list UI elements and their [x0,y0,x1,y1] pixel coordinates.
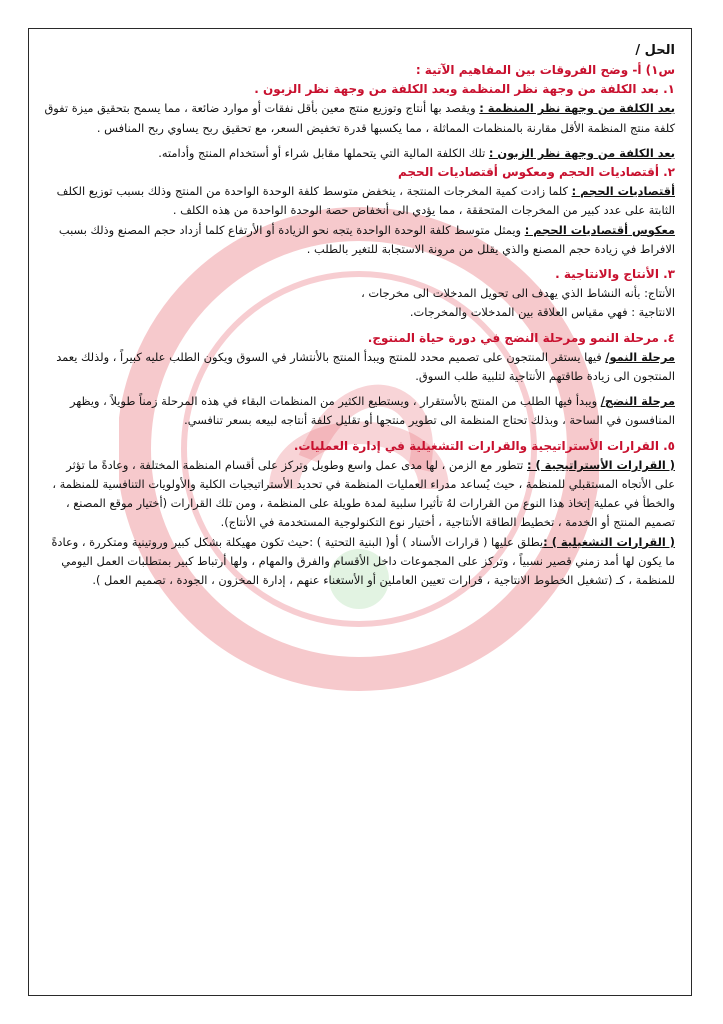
section-4-para-1 [43,348,675,386]
definition: تلك الكلفة المالية التي يتحملها مقابل شراء أو أستخدام المنتج وأدامته. [158,145,489,160]
term: ( القرارات الأستراتيجية ) : [526,457,675,472]
answer-label: الحل / [635,43,675,58]
term: أقتصاديات الحجم : [571,184,675,199]
term: بعد الكلفة من وجهة نظر الزبون : [488,145,675,160]
term: مرحلة النضج/ [600,394,675,409]
section-1-para-2 [43,144,675,163]
definition: ويمثل متوسط كلفة الوحدة الواحدة يتجه نحو الزيادة أو الأرتفاع كلما أزداد حجم المصنع وذلك بسبب الافراط في زيادة حجم المصنع والذي يقلل من مرونة الاستجابة للتغير بالطلب . [58,222,675,256]
document-page [28,28,692,996]
term: الانتاجية : [631,305,675,320]
section-heading-1: ١. بعد الكلفة من وجهة نظر المنظمة وبعد الكلفة من وجهة نظر الزبون . [254,82,675,97]
term: ( القرارات التشغيلية ) : [543,534,675,549]
definition: فهي مقياس العلاقة بين المدخلات والمخرجات. [409,305,632,320]
section-heading-5: ٥. القرارات الأستراتيجية والقرارات التشغيلية في إدارة العمليات. [293,438,675,453]
section-heading-4: ٤. مرحلة النمو ومرحلة النضج في دورة حياة المنتوج. [367,330,675,345]
section-2-para-2 [43,221,675,259]
question-title: س١) أ- وضح الفروقات بين المفاهيم الآتية : [415,63,675,77]
term: مرحلة النمو/ [605,349,675,364]
section-5-para-1 [43,456,675,533]
solution-content [43,41,675,590]
section-heading-2: ٢. أقتصاديات الحجم ومعكوس أقتصاديات الحجم [397,165,675,180]
section-3-para-1 [43,284,675,303]
section-5-para-2 [43,533,675,591]
term: الأنتاج: [644,286,675,301]
term: معكوس أقتصاديات الحجم : [524,222,675,237]
term: بعد الكلفة من وجهة نظر المنظمة : [479,101,675,116]
section-3-para-2 [43,303,675,322]
definition: بأنه النشاط الذي يهدف الى تحويل المدخلات الى مخرجات ، [361,286,645,301]
definition: ويبدأ فيها الطلب من المنتج بالأستقرار ، ويستطيع الكثير من المنظمات البقاء في هذه المرحلة زمناً طويلاً ، ويظهر المنافسون في الساحة ، وبذلك تحتاج المنظمة الى تطوير منتجها أو تقليل كلفة أنتاجه لبيعه بسعر تنافسي. [70,394,675,428]
section-2-para-1 [43,182,675,220]
definition: يطلق عليها ( قرارات الأسناد ) أو( البنية التحتية ) :حيث تكون مهيكلة بشكل كبير وروتينية ومتكررة ، وعادةً ما يكون لها أمد زمني قصير نسبياً ، وتركز على المجموعات داخل الأقسام والفرق والمهام ، ولها أرتباط كبير بمتطلبات العمل اليومي للمنظمة ، كـ (تشغيل الخطوط الانتاجية ، قرارات تعيين العاملين أو الأستغناء عنهم ، إدارة المخزون ، الجودة ، تصميم العمل ). [51,534,675,588]
section-4-para-2 [43,392,675,430]
definition: كلما زادت كمية المخرجات المنتجة ، ينخفض متوسط كلفة الوحدة الواحدة من المنتج وذلك بسبب توزيع الكلف الثابتة على عدد كبير من المخرجات المتحققة ، مما يؤدي الى أنخفاض حصة الوحدة الواحدة من هذه الكلف . [56,184,675,218]
definition: فيها يستقر المنتجون على تصميم محدد للمنتج ويبدأ المنتج بالأنتشار في السوق ويكون الطلب عليه كبيراً ، ولذلك يعمد المنتجون الى زيادة طاقتهم الأنتاجية لتلبية طلب السوق. [56,349,675,384]
section-1-para-1 [43,99,675,137]
definition: ويقصد بها أنتاج وتوزيع منتج معين بأقل نفقات أو موارد ضائعة ، مما يسمح بتحقيق ميزة تفوق كلفة منتج المنظمة الأقل مقارنة بالمنظمات المماثلة ، مما يكسبها قدرة تخفيض السعر، مع تحقيق ربح يساوي ربح المنافس . [44,101,675,135]
definition: تتطور مع الزمن ، لها مدى عمل واسع وطويل وتركز على أقسام المنظمة المختلفة ، وعادةً ما تؤثر على الأتجاه المستقبلي للمنظمة ، حيث يُساعد مدراء العمليات المنظمة في تحديد الأستراتيجيات الكلية والأولويات التنافسية للمنظمة ، والخطأ في عملية إتخاذ هذا النوع من القرارات لهُ تأثيرا سلبية لمدة طويلة على المنظمة ، ومن تلك القرارات (أختيار موقع المصنع ، تصميم المنتج أو الخدمة ، تخطيط الطاقة الأنتاجية ، أختيار نوع التكنولوجية المستخدمة في الأنتاج). [52,457,675,530]
section-heading-3: ٣. الأنتاج والانتاجية . [555,267,675,282]
